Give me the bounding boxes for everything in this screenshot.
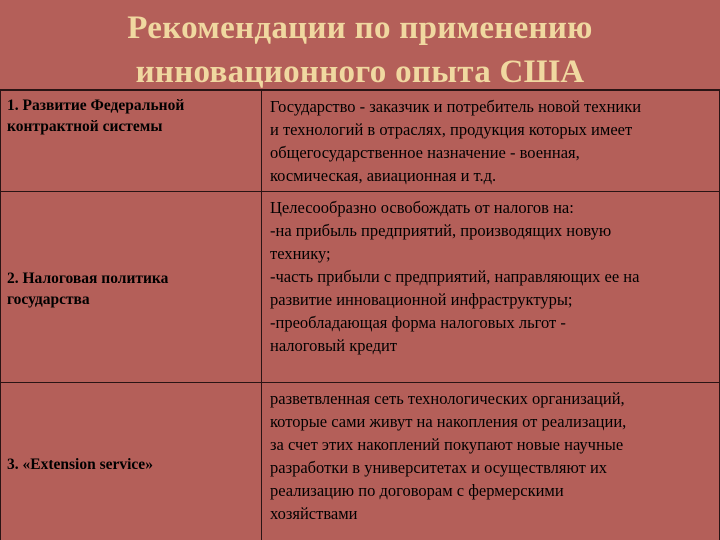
table-row (1, 383, 720, 540)
slide-title (60, 6, 660, 94)
row-2-text-line: налоговый кредит (270, 336, 398, 355)
row-2-text-line: -часть прибыли с предприятий, направляющих ее на (270, 267, 640, 286)
row-1-text-line: Государство - заказчик и потребитель новой техники (270, 97, 642, 116)
row-1-text-cell (262, 91, 720, 192)
row-1-label-cell (1, 91, 262, 192)
row-3-text-line: разработки в университетах и осуществляют их (270, 458, 608, 477)
row-2-text-line: -на прибыль предприятий, производящих новую (270, 221, 612, 240)
row-2-label-cell (1, 192, 262, 383)
row-2-label-line: 2. Налоговая политика (7, 270, 169, 287)
row-2-text-line: -преобладающая форма налоговых льгот - (270, 313, 566, 332)
row-2-text-line: Целесообразно освобождать от налогов на: (270, 198, 574, 217)
row-3-text-cell (262, 383, 720, 540)
slide-title-line-1: Рекомендации по применению (127, 10, 593, 46)
row-1-text-line: общегосударственное назначение - военная, (270, 143, 580, 162)
row-1-text-line: космическая, авиационная и т.д. (270, 166, 497, 185)
row-3-label-cell (1, 383, 262, 540)
row-3-text-line: которые сами живут на накопления от реализации, (270, 412, 627, 431)
row-3-text-line: хозяйствами (270, 504, 358, 523)
row-3-text-line: за счет этих накоплений покупают новые научные (270, 435, 624, 454)
row-2-text-line: технику; (270, 244, 331, 263)
row-2-text-line: развитие инновационной инфраструктуры; (270, 290, 573, 309)
row-1-label-line: контрактной системы (7, 118, 163, 135)
slide-title-line-2: инновационного опыта США (135, 54, 585, 90)
row-1-text-line: и технологий в отраслях, продукция которых имеет (270, 120, 633, 139)
table-row (1, 91, 720, 192)
row-3-label-line: 3. «Extension service» (7, 455, 153, 473)
table-row (1, 192, 720, 383)
row-3-text-line: реализацию по договорам с фермерскими (270, 481, 564, 500)
row-1-label-line: 1. Развитие Федеральной (7, 97, 185, 114)
recommendations-table (0, 89, 720, 540)
row-3-text-line: разветвленная сеть технологических организаций, (270, 389, 625, 408)
row-2-text-cell (262, 192, 720, 383)
row-2-label-line: государства (7, 291, 90, 308)
